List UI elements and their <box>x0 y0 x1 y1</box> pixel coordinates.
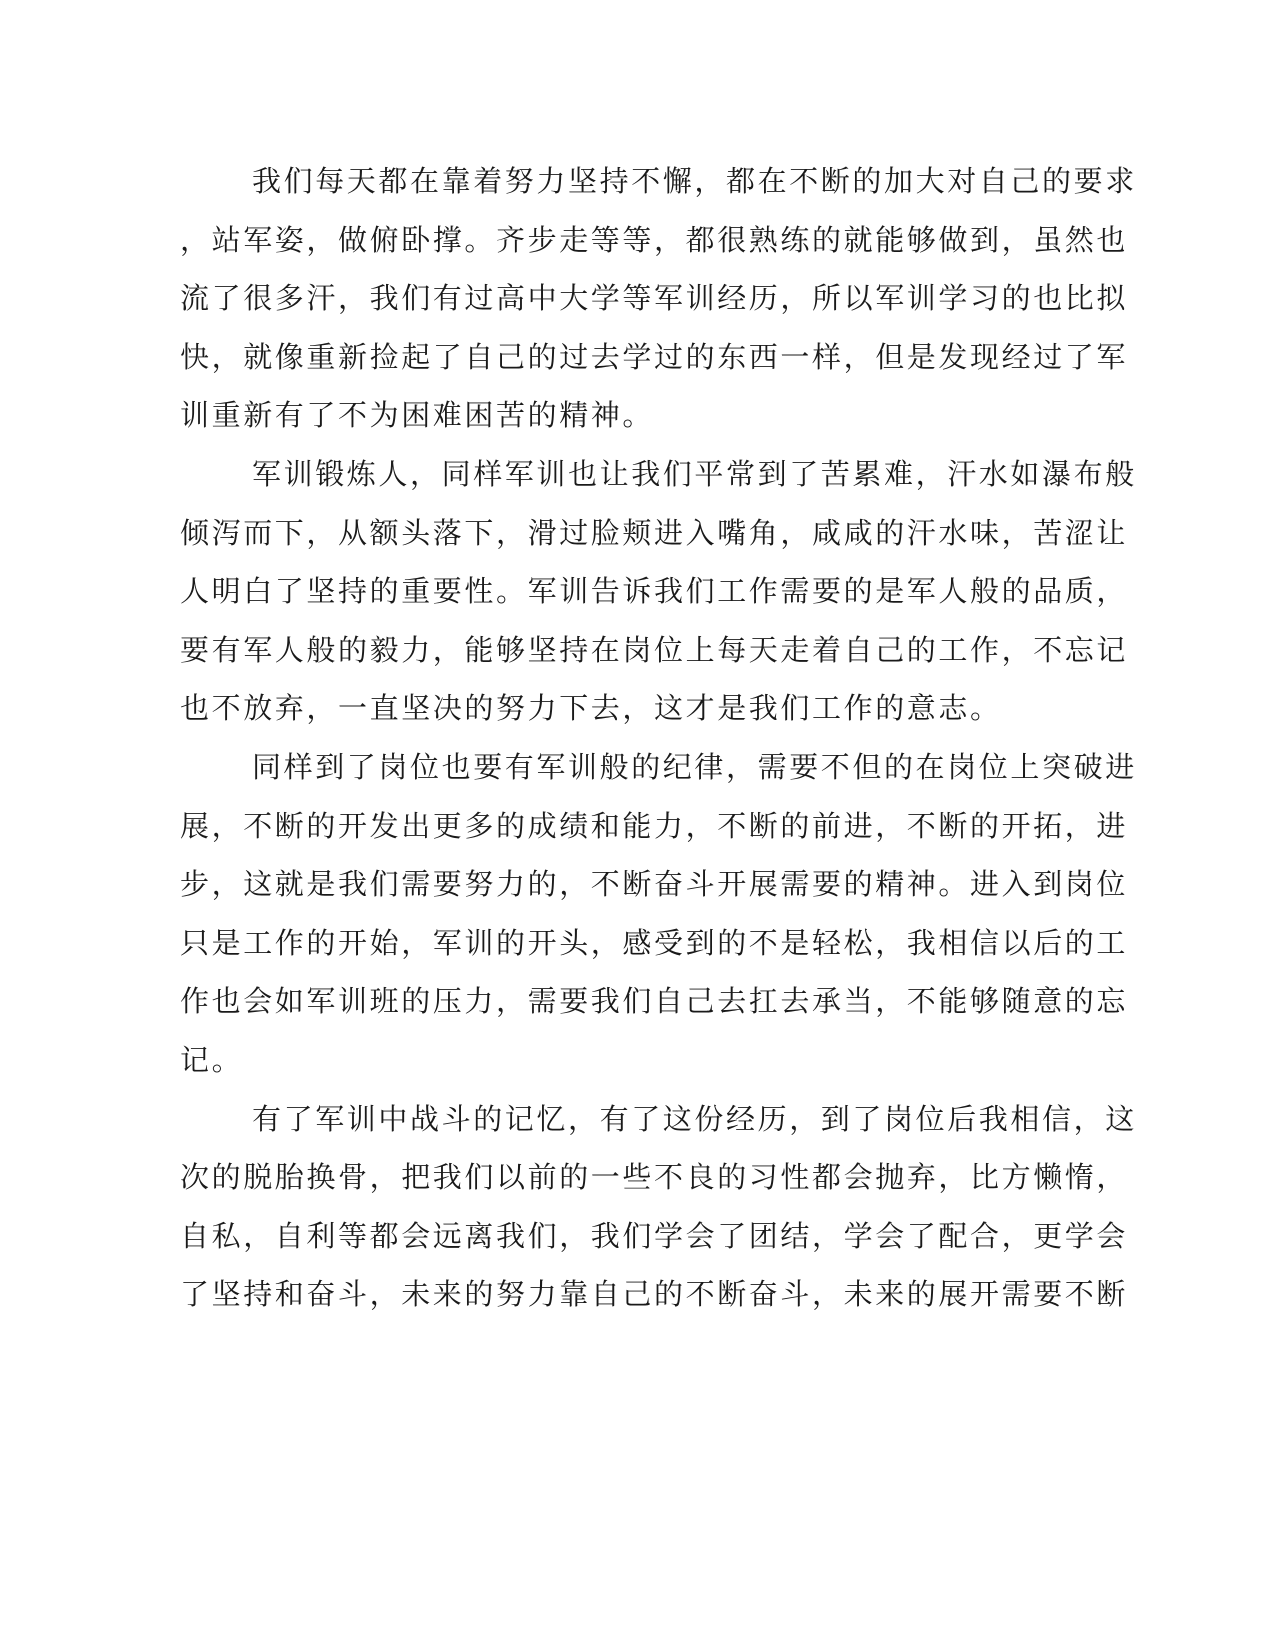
paragraph-4 <box>180 1090 1137 1324</box>
text-line: 记。 <box>180 1042 244 1077</box>
paragraph-3 <box>180 738 1137 1090</box>
text-line: 了坚持和奋斗，未来的努力靠自己的不断奋斗，未来的展开需要不断 <box>180 1277 1129 1312</box>
text-line: 同样到了岗位也要有军训般的纪律，需要不但的在岗位上突破进 <box>252 749 1137 784</box>
text-line: 也不放弃，一直坚决的努力下去，这才是我们工作的意志。 <box>180 691 1002 726</box>
text-line: 展，不断的开发出更多的成绩和能力，不断的前进，不断的开拓，进 <box>180 808 1129 843</box>
text-line: 有了军训中战斗的记忆，有了这份经历，到了岗位后我相信，这 <box>252 1101 1137 1136</box>
text-line: 自私，自利等都会远离我们，我们学会了团结，学会了配合，更学会 <box>180 1218 1129 1253</box>
text-line: 要有军人般的毅力，能够坚持在岗位上每天走着自己的工作，不忘记 <box>180 632 1129 667</box>
text-line: 人明白了坚持的重要性。军训告诉我们工作需要的是军人般的品质， <box>180 574 1129 609</box>
text-line: 只是工作的开始，军训的开头，感受到的不是轻松，我相信以后的工 <box>180 925 1129 960</box>
text-line: 快，就像重新捡起了自己的过去学过的东西一样，但是发现经过了军 <box>180 339 1129 374</box>
paragraph-1 <box>180 152 1137 445</box>
text-line: ，站军姿，做俯卧撑。齐步走等等，都很熟练的就能够做到，虽然也 <box>180 222 1129 257</box>
paragraph-2 <box>180 445 1137 738</box>
text-line: 倾泻而下，从额头落下，滑过脸颊进入嘴角，咸咸的汗水味，苦涩让 <box>180 515 1129 550</box>
text-line: 我们每天都在靠着努力坚持不懈，都在不断的加大对自己的要求 <box>252 164 1137 198</box>
text-line: 训重新有了不为困难困苦的精神。 <box>180 398 655 433</box>
text-line: 作也会如军训班的压力，需要我们自己去扛去承当，不能够随意的忘 <box>180 984 1129 1019</box>
text-line: 次的脱胎换骨，把我们以前的一些不良的习性都会抛弃，比方懒惰， <box>180 1160 1129 1195</box>
text-line: 流了很多汗，我们有过高中大学等军训经历，所以军训学习的也比拟 <box>180 281 1129 316</box>
text-line: 军训锻炼人，同样军训也让我们平常到了苦累难，汗水如瀑布般 <box>252 456 1137 491</box>
document-body <box>180 152 1137 1324</box>
text-line: 步，这就是我们需要努力的，不断奋斗开展需要的精神。进入到岗位 <box>180 867 1129 902</box>
